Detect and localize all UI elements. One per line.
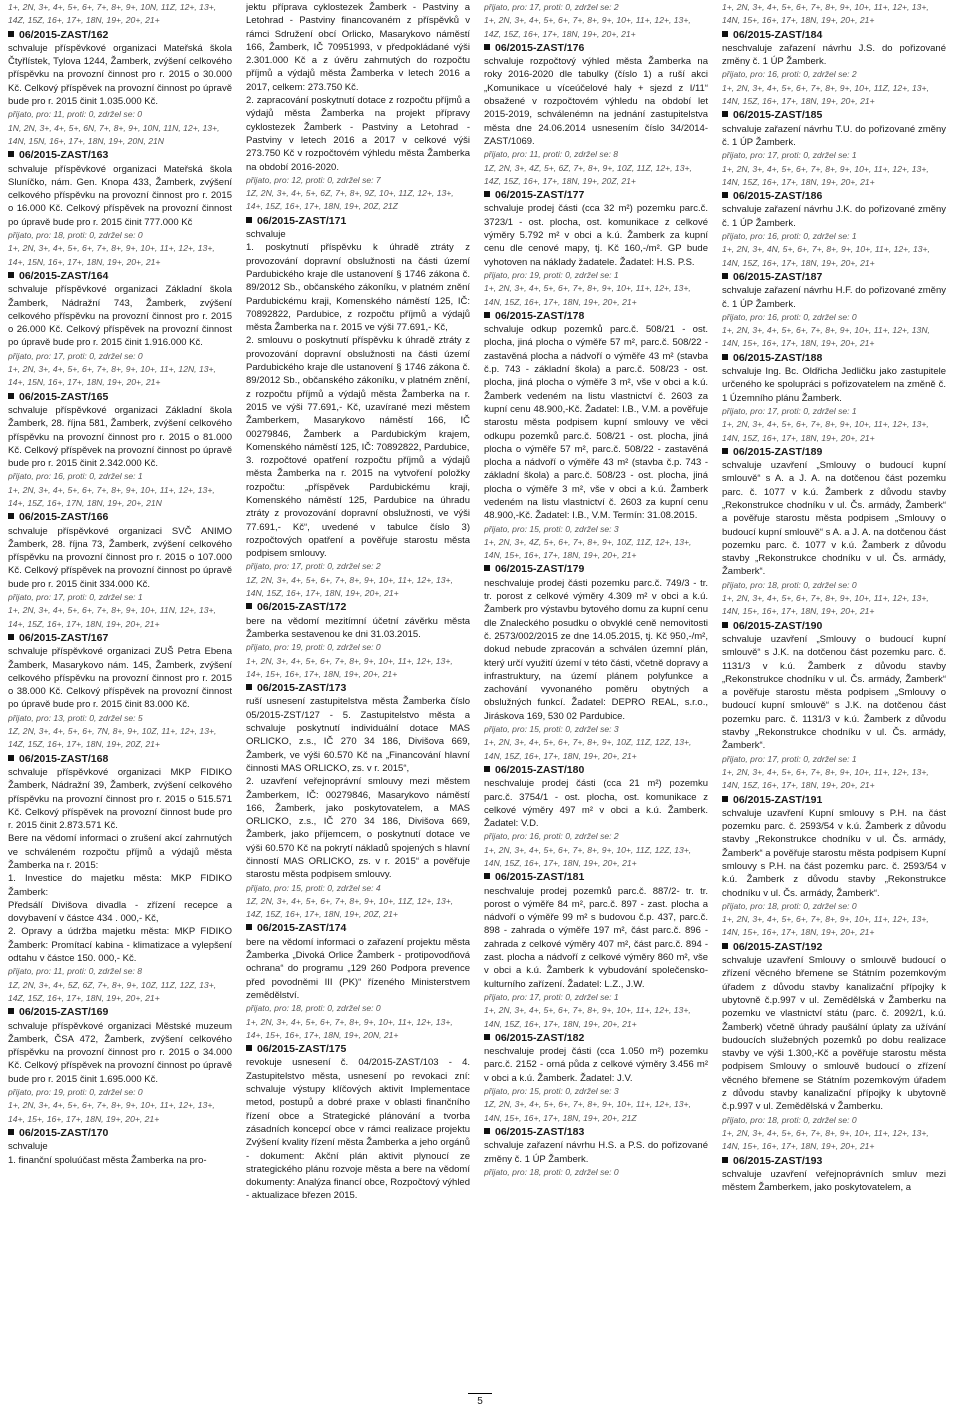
resolution-text: ruší usnesení zastupitelstva města Žamberka číslo 05/2015-ZST/127 - 5. Zastupitelstvo města a schvaluje poskytnutí individuální dotace MAS ORLICKO, z.s., IČ 270 34 186, Divišova 669, Žamberk, ve výši 60.570 Kč na „Financování hlavní činnosti MAS ORLICKO, zs. v r. 2015“, xyxy=(246,696,470,774)
vote-record: 1+, 2N, 3+, 4+, 5+, 6+, 7+, 8+, 9+, 10+, 11N, 12+, 13+, 14+, 15Z, 16+, 17+, 18N, 19+, 20+, 21+ xyxy=(8,605,216,629)
resolution-number: 06/2015-ZAST/178 xyxy=(484,310,708,323)
resolution-number: 06/2015-ZAST/169 xyxy=(8,1006,232,1019)
resolution-text: neschvaluje zařazení návrhu J.S. do pořizované změny č. 1 ÚP Žamberk. xyxy=(722,42,946,68)
vote-record: 1Z, 2N, 3+, 4+, 5+, 6+, 7+, 8+, 9+, 10+, 11+, 12+, 13+, 14N, 15Z, 16+, 17+, 18N, 19+, 20+, 21+ xyxy=(246,574,453,599)
vote-record: přijato, pro: 19, proti: 0, zdržel se: 0 xyxy=(246,642,381,653)
resolution-text: schvaluje uzavření „Smlouvy o budoucí kupní smlouvě“ s A. a J. A. na dotčenou část pozemku parc. č. 1077 v k.ú. Žamberk z důvodu stavby „Rekonstrukce chodníku v ul. Čs. armády, Žamberk“ a pověřuje starostu města podpisem „Smlouvy o budoucí kupní smlouvě“ s A. a J. A. na dotčenou část pozemku parc. č. 1077 v k.ú. Žamberk z důvodu stavby „Rekonstrukce chodníku v ul. Čs. armády, Žamberk“. xyxy=(722,460,946,578)
vote-record: 1+, 2N, 3+, 4+, 5+, 6+, 7+, 8+, 9+, 10+, 11+, 12+, 13+, 14N, 15Z, 16+, 17+, 18N, 19+, 20+, 21+ xyxy=(722,163,929,187)
vote-record: 1+, 2N, 3+, 4+, 5+, 6+, 7+, 8+, 9+, 10+, 11+, 12+, 13+, 14N, 15+, 16+, 17+, 18N, 19+, 20+, 21+ xyxy=(722,593,929,617)
vote-record: přijato, pro: 19, proti: 0, zdržel se: 0 xyxy=(8,1087,143,1098)
resolution-number: 06/2015-ZAST/164 xyxy=(8,270,232,283)
resolution-text: 1. poskytnutí příspěvku k úhradě ztráty z provozování dopravní obslužnosti na části území Pardubického kraje dle ustanovení § 1746 zákona č. 89/2012 Sb., občanského zákoníku, v platném znění Pardubickému kraji, Komenského náměstí 125, IČ: 70892822, Pardubice, z rozpočtu příjmů a výdajů města Žamberka na r. 2015 ve výši 77.691,- Kč, xyxy=(246,242,470,334)
vote-record: přijato, pro: 17, proti: 0, zdržel se: 2 xyxy=(246,561,381,572)
resolution-number: 06/2015-ZAST/174 xyxy=(246,922,470,935)
column-1 xyxy=(8,1,232,1386)
resolution-number: 06/2015-ZAST/177 xyxy=(484,189,708,202)
vote-record: přijato, pro: 17, proti: 0, zdržel se: 1 xyxy=(8,592,143,603)
page-number xyxy=(0,1393,960,1407)
resolution-text: schvaluje příspěvkové organizaci ZUŠ Petra Ebena Žamberk, Masarykovo nám. 145, Žamberk, zvýšení celkového příspěvku na provozní činnost pro r. 2015 o 38.000 Kč. Celkový příspěvek na provozní činnost po úpravě bude pro r. 2015 činit 83.000 Kč. xyxy=(8,646,232,711)
column-3 xyxy=(484,1,708,1386)
vote-record: 1+, 2N, 3+, 4+, 5+, 6+, 7+, 8+, 9+, 10+, 11+, 12+, 13N, 14N, 15+, 16+, 17+, 18N, 19+, 20+, 21+ xyxy=(722,325,930,349)
vote-record: 1+, 2N, 3+, 4+, 5+, 6+, 7+, 8+, 9+, 10+, 11+, 12+, 13+, 14+, 15+, 16+, 17+, 18N, 19+, 20+, 21+ xyxy=(246,655,453,679)
resolution-text: schvaluje příspěvkové organizaci SVČ ANIMO Žamberk, 28. října 73, Žamberk, zvýšení celkového příspěvku na provozní činnost pro r. 2015 o 107.000 Kč. Celkový příspěvek na provozní činnost po úpravě bude pro r. 2015 činit 334.000 Kč. xyxy=(8,525,232,590)
resolution-number: 06/2015-ZAST/181 xyxy=(484,871,708,884)
resolution-number: 06/2015-ZAST/175 xyxy=(246,1043,470,1056)
resolution-text: bere na vědomí informaci o zařazení projektu města Žamberka „Divoká Orlice Žamberk - protipovodňová ochrana“ do programu „129 260 Podpora prevence před povodněmi III (PK)“ řízeného Ministerstvem zemědělství. xyxy=(246,936,470,1001)
resolution-number: 06/2015-ZAST/190 xyxy=(722,620,946,633)
resolution-text: schvaluje xyxy=(246,229,286,241)
vote-record: 1+, 2N, 3+, 4Z, 5+, 6+, 7+, 8+, 9+, 10Z, 11Z, 12+, 13+, 14N, 15+, 16+, 17+, 18N, 19+, 20+, 21+ xyxy=(484,536,692,561)
resolution-text: 2. uzavření veřejnoprávní smlouvy mezi městem Žamberkem, IČ: 00279846, Masarykovo náměstí 166, Žamberk, jako poskytovatelem, a MAS ORLICKO, z.s., IČ 270 34 186, Divišova 669, Žamberk, jako příjemcem, o poskytnutí dotace ve výši 60.570 Kč na pokrytí nákladů spojených s hlavní činností MAS ORLICKO, zs. v r. 2015“ a pověřuje starostu města podpisem smlouvy. xyxy=(246,776,470,881)
resolution-number: 06/2015-ZAST/185 xyxy=(722,109,946,122)
resolution-number: 06/2015-ZAST/192 xyxy=(722,941,946,954)
resolution-text: schvaluje zařazení návrhu T.U. do pořizované změny č. 1 ÚP Žamberk. xyxy=(722,123,946,148)
vote-record: přijato, pro: 12, proti: 0, zdržel se: 7 xyxy=(246,174,381,185)
resolution-text: schvaluje příspěvkové organizaci Mateřská škola Čtyřlístek, Tylova 1244, Žamberk, zvýšení celkového příspěvku na provozní činnost pro r. 2015 o 30.000 Kč. Celkový příspěvek na provozní činnost po úpravě bude pro r. 2015 činit 1.035.000 Kč. xyxy=(8,42,232,108)
vote-record: 1Z, 2N, 3+, 4+, 5Z, 6Z, 7+, 8+, 9+, 10Z, 11Z, 12Z, 13+, 14Z, 15Z, 16+, 17+, 18N, 19+, 20+, 21+ xyxy=(8,979,217,1003)
resolution-text: schvaluje příspěvkové organizaci Základní škola Žamberk, Nádražní 743, Žamberk, zvýšení celkového příspěvku na provozní činnost pro r. 2015 o 26.000 Kč. Celkový příspěvek na provozní činnost po úpravě bude pro r. 2015 činit 1.916.000 Kč. xyxy=(8,284,232,349)
resolution-text: 2. smlouvu o poskytnutí příspěvku k úhradě ztráty z provozování dopravní obslužnosti na části území Pardubického kraje dle ustanovení § 1746 zákona č. 89/2012 Sb., občanského zákoníku, v platném znění, z rozpočtu příjmů a výdajů města Žamberka na r. 2015 ve výši 77.691,- Kč, uzavírané mezi městem Žamberkem, Masarykovo náměstí 166, IČ 00279846, Žamberk a Pardubickým krajem, Komenského náměstí 125, IČ: 70892822, Pardubice, xyxy=(246,335,470,453)
vote-record: přijato, pro: 18, proti: 0, zdržel se: 0 xyxy=(722,900,857,911)
vote-record: přijato, pro: 17, proti: 0, zdržel se: 1 xyxy=(722,405,857,416)
vote-record: 1+, 2N, 3+, 4+, 5+, 6+, 7+, 8+, 9+, 10+, 11+, 12+, 13+, 14+, 15Z, 16+, 17N, 18N, 19+, 20+, 21N xyxy=(8,484,215,508)
resolution-text: Bere na vědomí informaci o zrušení akcí zahrnutých ve schváleném rozpočtu příjmů a výdajů města Žamberka na r. 2015: xyxy=(8,833,232,871)
resolution-text: schvaluje zařazení návrhu H.F. do pořizované změny č. 1 ÚP Žamberk. xyxy=(722,285,946,310)
resolution-number: 06/2015-ZAST/163 xyxy=(8,149,232,162)
resolution-number: 06/2015-ZAST/172 xyxy=(246,601,470,614)
resolution-text: neschvaluje prodej pozemků parc.č. 887/2- tr. tr. porost o výměře 84 m², parc.č. 897 - zast. plocha a nádvoří o výměře 99 m² s budovou č.p. 437, parc.č. 898 - zahrada o výměře 197 m², část parc.č. 896 - zahrada z celkové výměry 407 m², část parc.č. 894 - zast. plocha a nádvoří z celkové výměry 860 m², vše v obci a k.ú. Žamberk k vybudování společensko-kulturního zařízení. Žadatel: L.Z., J.W. xyxy=(484,885,708,990)
resolution-text: schvaluje příspěvkové organizaci Městské muzeum Žamberk, ČSA 472, Žamberk, zvýšení celkového příspěvku na provozní činnost pro r. 2015 o 34.000 Kč. Celkový příspěvek na provozní činnost po úpravě bude pro r. 2015 činit 1.695.000 Kč. xyxy=(8,1020,232,1085)
vote-record: přijato, pro: 15, proti: 0, zdržel se: 3 xyxy=(484,523,619,534)
resolution-number: 06/2015-ZAST/193 xyxy=(722,1155,946,1168)
vote-record: přijato, pro: 17, proti: 0, zdržel se: 1 xyxy=(484,991,619,1002)
resolution-text: schvaluje zařazení návrhu J.K. do pořizované změny č. 1 ÚP Žamberk. xyxy=(722,204,946,229)
resolution-number: 06/2015-ZAST/189 xyxy=(722,446,946,459)
resolution-text: schvaluje příspěvkové organizaci Základní škola Žamberk, 28. října 581, Žamberk, zvýšení celkového příspěvku na provozní činnost pro r. 2015 o 81.000 Kč. Celkový příspěvek na provozní činnost po úpravě bude pro r. 2015 činit 2.342.000 Kč. xyxy=(8,404,232,470)
vote-record: 1+, 2N, 3+, 4+, 5+, 6+, 7+, 8+, 9+, 10+, 11+, 12+, 13+, 14+, 15N, 16+, 17+, 18N, 19+, 20+, 21+ xyxy=(8,243,215,267)
resolution-text: 1. finanční spoluúčast města Žamberka na pro- xyxy=(8,1154,207,1166)
vote-record: přijato, pro: 16, proti: 0, zdržel se: 1 xyxy=(722,231,857,242)
resolution-text: schvaluje uzavření veřejnoprávních smluv mezi městem Žamberkem, jako poskytovatelem, a xyxy=(722,1168,946,1194)
vote-record: přijato, pro: 16, proti: 0, zdržel se: 2 xyxy=(484,831,619,842)
vote-record: přijato, pro: 11, proti: 0, zdržel se: 8 xyxy=(8,966,143,977)
resolution-text: schvaluje příspěvkové organizaci Mateřská škola Sluníčko, nám. Gen. Knopa 433, Žamberk, zvýšení celkového příspěvku na provozní činnost pro r. 2015 o 16.000 Kč. Celkový příspěvek na provozní činnost po úpravě bude pro r. 2015 činit 777.000 Kč xyxy=(8,163,232,228)
vote-record: 1+, 2N, 3+, 4+, 5+, 6+, 7+, 8+, 9+, 10+, 11Z, 12+, 13+, 14N, 15Z, 16+, 17+, 18N, 19+, 20+, 21+ xyxy=(722,82,929,107)
vote-record: 1+, 2N, 3+, 4+, 5+, 6+, 7+, 8+, 9+, 10+, 11Z, 12Z, 13+, 14N, 15Z, 16+, 17+, 18N, 19+, 20+, 21+ xyxy=(484,844,692,868)
resolution-number: 06/2015-ZAST/166 xyxy=(8,511,232,524)
vote-record: 1+, 2N, 3+, 4+, 5+, 6+, 7+, 8+, 9+, 10+, 11+, 12+, 13+, 14N, 15Z, 16+, 17+, 18N, 19+, 20+, 21+ xyxy=(484,283,691,307)
resolution-text: jektu příprava cyklostezek Žamberk - Pastviny a Letohrad - Pastviny financovaném z příspěvků v rámci Sdružení obcí Orlicko, Masarykovo náměstí 166, Žamberk, IČ 70951993, v předpokládané výši 2.301.000 Kč a z úvěru zahrnutých do rozpočtu příjmů a výdajů města Žamberka v letech 2016 a 2017, celkem: 273.750 Kč. xyxy=(246,2,470,93)
vote-record: přijato, pro: 18, proti: 0, zdržel se: 0 xyxy=(484,1166,619,1177)
resolution-text: revokuje usnesení č. 04/2015-ZAST/103 - 4. Zastupitelstvo města, usnesení po revokaci zní: schvaluje výstupy klíčových aktivit Implementace metod, postupů a dobré praxe v oblasti finančního řízení obce a Strategické plánování a tvorba zásadních koncepcí obce v rámci realizace projektu Zvýšení kvality řízení města Žamberka a jeho orgánů - dokument: Akční plán aktivit plynoucí ze strategického plánu rozvoje města a bere na vědomí dokumenty: Analýza financí obce, Rozpočtový výhled - aktualizace březen 2015. xyxy=(246,1057,470,1202)
vote-record: přijato, pro: 15, proti: 0, zdržel se: 3 xyxy=(484,724,619,735)
resolution-number: 06/2015-ZAST/170 xyxy=(8,1127,232,1140)
resolution-number: 06/2015-ZAST/188 xyxy=(722,352,946,365)
column-2 xyxy=(246,1,470,1386)
vote-record: 1+, 2N, 3+, 4+, 5+, 6+, 7+, 8+, 9+, 10+, 11+, 12+, 13+, 14+, 15+, 16+, 17+, 18N, 19+, 20+, 21+ xyxy=(8,1100,215,1124)
vote-record: 1Z, 2N, 3+, 4+, 5+, 6Z, 7+, 8+, 9Z, 10+, 11Z, 12+, 13+, 14+, 15Z, 16+, 17+, 18N, 19+, 20Z, 21Z xyxy=(246,188,454,212)
vote-record: přijato, pro: 16, proti: 0, zdržel se: 1 xyxy=(8,471,143,482)
vote-record: přijato, pro: 18, proti: 0, zdržel se: 0 xyxy=(246,1003,381,1014)
vote-record: 1+, 2N, 3+, 4+, 5+, 6+, 7+, 8+, 9+, 10+, 11+, 12+, 13+, 14Z, 15Z, 16+, 17+, 18N, 19+, 20+, 21+ xyxy=(484,15,691,39)
vote-record: 1+, 2N, 3+, 4N, 5+, 6+, 7+, 8+, 9+, 10+, 11+, 12+, 13+, 14N, 15Z, 16+, 17+, 18N, 19+, 20+, 21+ xyxy=(722,244,930,268)
resolution-text: neschvaluje prodej části pozemku parc.č. 749/3 - tr. tr. porost z celkové výměry 4.309 m² v obci a k.ú. Žamberk pro výstavbu bytového domu za kupní cenu dle Znaleckého posudku o obvyklé ceně nemovitosti č. 2573/002/2015 ze dne 14.05.2015, tj. Kč 950,-/m², dokud nebude zpracován a schválen územní plán, který určí využití území v této části, včetně dopravy a infrastruktury, na území plánem polyfunkce a zachování vyvonaného poměru obytných a obslužných funkcí. Žadatel: DEPRO REAL, s.r.o., Jiráskova 169, 530 02 Pardubice. xyxy=(484,577,708,722)
page-number-text: 5 xyxy=(477,1396,483,1407)
vote-record: 1Z, 2N, 3+, 4Z, 5+, 6Z, 7+, 8+, 9+, 10Z, 11Z, 12+, 13+, 14Z, 15Z, 16+, 17+, 18N, 19+, 20Z, 21+ xyxy=(484,162,692,186)
vote-record: 1+, 2N, 3+, 4+, 5+, 6+, 7+, 8+, 9+, 10N, 11Z, 12+, 13+, 14Z, 15Z, 16+, 17+, 18N, 19+, 20+, 21+ xyxy=(8,2,217,26)
resolution-text: schvaluje uzavření „Smlouvy o budoucí kupní smlouvě“ s J.K. na dotčenou část pozemku parc. č. 1131/3 v k.ú. Žamberk z důvodu stavby „Rekonstrukce chodníku v ul. Čs. armády, Žamberk“ a pověřuje starostu města podpisem „Smlouvy o budoucí kupní smlouvě“ s J.K. na dotčenou část pozemku parc. č. 1131/3 v k.ú. Žamberk z důvodu stavby „Rekonstrukce chodníku v ul. Čs. armády, Žamberk“. xyxy=(722,633,946,752)
resolution-number: 06/2015-ZAST/165 xyxy=(8,391,232,404)
vote-record: 1Z, 2N, 3+, 4+, 5+, 6+, 7+, 8+, 9+, 10+, 11Z, 12+, 13+, 14Z, 15Z, 16+, 17+, 18N, 19+, 20Z, 21+ xyxy=(246,895,454,920)
resolution-number: 06/2015-ZAST/186 xyxy=(722,190,946,203)
vote-record: přijato, pro: 17, proti: 0, zdržel se: 2 xyxy=(484,2,619,12)
vote-record: přijato, pro: 11, proti: 0, zdržel se: 8 xyxy=(484,149,619,160)
resolution-text: schvaluje xyxy=(8,1141,48,1153)
resolution-text: schvaluje odkup pozemků parc.č. 508/21 - ost. plocha, jiná plocha o výměře 57 m², parc.č. 508/22 - zastavěná plocha a nádvoří o výměře 43 m² (stavba č.p. 743 - základní škola) a parc.č. 508/23 - ost. plocha, jiná plocha o výměře 3 m², vše v obci a k.ú. Žamberk vedeném na listu vlastnictví č. 2603 za kupní cenu 48.900,-Kč. Žadatel: I.B., V.M. a pověřuje starostu města podpisem kupní smlouvy ve věci odkupu pozemků parc.č. 508/21 - ost. plocha, jiná plocha o výměře 57 m², parc.č. 508/22 - zastavěná plocha a nádvoří o výměře 43 m² (stavba č.p. 743 - základní škola) a parc.č. 508/23 - ost. plocha, jiná plocha o výměře 3 m², vše v obci a k.ú. Žamberk vedeném na listu vlastnictví č. 2603 za kupní cenu 48.900,-Kč. Žadatel: I.B., V.M. Termín: 31.08.2015. xyxy=(484,324,708,522)
vote-record: 1N, 2N, 3+, 4+, 5+, 6N, 7+, 8+, 9+, 10N, 11N, 12+, 13+, 14N, 15N, 16+, 17+, 18N, 19+, 20N, 21N xyxy=(8,122,220,146)
vote-record: 1+, 2N, 3+, 4+, 5+, 6+, 7+, 8+, 9+, 10+, 11+, 12N, 13+, 14+, 15N, 16+, 17+, 18N, 19+, 20+, 21+ xyxy=(8,364,216,388)
vote-record: přijato, pro: 19, proti: 0, zdržel se: 1 xyxy=(484,269,619,280)
vote-record: 1+, 2N, 3+, 4+, 5+, 6+, 7+, 8+, 9+, 10+, 11+, 12+, 13+, 14N, 15+, 16+, 17+, 18N, 19+, 20+, 21+ xyxy=(722,914,929,938)
resolution-text: schvaluje Ing. Bc. Oldřicha Jedličku jako zastupitele určeného ke spolupráci s pořizovatelem na změně č. 1 Územního plánu Žamberk. xyxy=(722,366,946,404)
vote-record: přijato, pro: 15, proti: 0, zdržel se: 3 xyxy=(484,1086,619,1097)
resolution-number: 06/2015-ZAST/171 xyxy=(246,215,470,228)
vote-record: přijato, pro: 15, proti: 0, zdržel se: 4 xyxy=(246,882,381,893)
vote-record: přijato, pro: 18, proti: 0, zdržel se: 0 xyxy=(8,230,143,241)
vote-record: 1+, 2N, 3+, 4+, 5+, 6+, 7+, 8+, 9+, 10+, 11+, 12+, 13+, 14N, 15Z, 16+, 17+, 18N, 19+, 20+, 21+ xyxy=(484,1005,691,1029)
vote-record: 1+, 2N, 3+, 4+, 5+, 6+, 7+, 8+, 9+, 10+, 11+, 12+, 13+, 14N, 15Z, 16+, 17+, 18N, 19+, 20+, 21+ xyxy=(722,766,929,791)
vote-record: 1+, 2N, 3+, 4+, 5+, 6+, 7+, 8+, 9+, 10+, 11+, 12+, 13+, 14N, 15+, 16+, 17+, 18N, 19+, 20+, 21+ xyxy=(722,2,929,26)
resolution-text: schvaluje zařazení návrhu H.S. a P.S. do pořizované změny č. 1 ÚP Žamberk. xyxy=(484,1140,708,1165)
vote-record: přijato, pro: 17, proti: 0, zdržel se: 1 xyxy=(722,753,857,764)
vote-record: 1+, 2N, 3+, 4+, 5+, 6+, 7+, 8+, 9+, 10+, 11+, 12+, 13+, 14+, 15+, 16+, 17+, 18N, 19+, 20N, 21+ xyxy=(246,1016,453,1040)
vote-record: přijato, pro: 17, proti: 0, zdržel se: 1 xyxy=(722,150,857,161)
vote-record: přijato, pro: 16, proti: 0, zdržel se: 0 xyxy=(722,311,857,322)
resolution-number: 06/2015-ZAST/183 xyxy=(484,1126,708,1139)
resolution-text: 1. Investice do majetku města: MKP FIDIKO Žamberk: xyxy=(8,873,232,898)
resolution-text: 3. rozpočtové opatření rozpočtu příjmů a výdajů města Žamberka na r. 2015 na vytvoření položky rozpočtu: „příspěvek Pardubickému kraji, Komenského náměstí 125, Pardubice na úhradu ztráty z provozování dopravní obslužnosti, ve výši 77.691,- Kč“, uvedené v tabulce číslo 3) rozpočtových opatření a pověřuje starostu města podpisem smlouvy. xyxy=(246,455,470,560)
vote-record: přijato, pro: 13, proti: 0, zdržel se: 5 xyxy=(8,712,143,723)
resolution-text: 2. Opravy a údržba majetku města: MKP FIDIKO Žamberk: Promítací kabina - klimatizace a vylepšení odtahu v částce 150. 000,- Kč. xyxy=(8,926,232,965)
vote-record: přijato, pro: 18, proti: 0, zdržel se: 0 xyxy=(722,579,857,590)
resolution-number: 06/2015-ZAST/168 xyxy=(8,753,232,766)
vote-record: 1Z, 2N, 3+, 4+, 5+, 6+, 7N, 8+, 9+, 10Z, 11+, 12+, 13+, 14Z, 15Z, 16+, 17+, 18N, 19+, 20Z, 21+ xyxy=(8,726,217,750)
resolution-number: 06/2015-ZAST/191 xyxy=(722,794,946,807)
resolution-text: schvaluje rozpočtový výhled města Žamberka na roky 2016-2020 dle tabulky (číslo 1) a ruší akci „Komunikace u víceúčelové haly + sjezd z I/11“ obsažené v rozpočtovém výhledu na období let 2015-2019, schválenémn na jednání zastupitelstva města dne 24.06.2014 usnesením číslo 34/2014-ZAST/1069. xyxy=(484,56,708,147)
resolution-number: 06/2015-ZAST/187 xyxy=(722,271,946,284)
resolution-text: schvaluje prodej části (cca 32 m²) pozemku parc.č. 3723/1 - ost. plocha, ost. komunikace z celkové výměry 5.792 m² v obci a k.ú. Žamberk za kupní cenu dle cenové mapy, tj. Kč 160,-/m². GP bude vyhotoven na náklady žadatele. Žadatel: H.S. P.S. xyxy=(484,203,708,268)
resolution-number: 06/2015-ZAST/167 xyxy=(8,632,232,645)
vote-record: přijato, pro: 18, proti: 0, zdržel se: 0 xyxy=(722,1114,857,1125)
resolution-number: 06/2015-ZAST/182 xyxy=(484,1032,708,1045)
vote-record: 1+, 2N, 3+, 4+, 5+, 6+, 7+, 8+, 9+, 10+, 11+, 12+, 13+, 14N, 15+, 16+, 17+, 18N, 19+, 20+, 21+ xyxy=(722,1127,929,1152)
resolution-text: schvaluje uzavření Kupní smlouvy s P.H. na část pozemku parc. č. 2593/54 v k.ú. Žamberk z důvodu stavby „Rekonstrukce chodníku v ul. Čs. armády, Žamberk“ a pověřuje starostu města podpisem Kupní smlouvy s P.H. na část pozemku parc. č. 2593/54 v k.ú. Žamberk z důvodu stavby „Rekonstrukce chodníku v ul. Čs. armády, Žamberk“. xyxy=(722,807,946,899)
page-number-rule xyxy=(468,1393,492,1394)
vote-record: 1+, 2N, 3+, 4+, 5+, 6+, 7+, 8+, 9+, 10Z, 11Z, 12Z, 13+, 14N, 15Z, 16+, 17+, 18N, 19+, 20+, 21+ xyxy=(484,737,692,761)
resolution-number: 06/2015-ZAST/176 xyxy=(484,42,708,55)
resolution-text: schvaluje uzavření Smlouvy o smlouvě budoucí o zřízení věcného břemene se Státním pozemkovým úřadem z důvodu stavby kanalizační přípojky k ubytovně č.p.997 v ul. Zemědělská v Žamberku na pozemku ve vlastnictví státu (parc. č. 2092/1, k.ú. Žamberk) včetně úhrady paušální úplaty za užívání budoucích služebných pozemků po dobu realizace stavby ve výši 1.300,-Kč a pověřuje starostu města podpisem Smlouvy o smlouvě budoucí o zřízení věcného břemene se Státním pozemkovým úřadem z důvodu stavby kanalizační přípojky k ubytovně č.p.997 v ul. Zemědělská v Žamberku. xyxy=(722,955,946,1113)
resolution-text: bere na vědomí mezitímní účetní závěrku města Žamberka sestavenou ke dni 31.03.2015. xyxy=(246,615,470,640)
resolution-number: 06/2015-ZAST/173 xyxy=(246,682,470,695)
column-4 xyxy=(722,1,946,1386)
resolution-text: schvaluje příspěvkové organizaci MKP FIDIKO Žamberk, Nádražní 39, Žamberk, zvýšení celkového příspěvku na provozní činnost pro r. 2015 o 515.571 Kč. Celkový příspěvek na provozní činnost bude pro r. 2015 činit 2.873.571 Kč. xyxy=(8,766,232,832)
vote-record: 1Z, 2N, 3+, 4+, 5+, 6+, 7+, 8+, 9+, 10+, 11+, 12+, 13+, 14N, 15+, 16+, 17+, 18N, 19+, 20+, 21Z xyxy=(484,1099,691,1123)
resolution-text: neschvaluje prodej části (cca 1.050 m²) pozemku parc.č. 2152 - orná půda z celkové výměry 3.456 m² v obci a k.ú. Žamberk. Žadatel: J.V. xyxy=(484,1046,708,1084)
resolution-number: 06/2015-ZAST/162 xyxy=(8,29,232,42)
resolution-number: 06/2015-ZAST/179 xyxy=(484,563,708,576)
vote-record: přijato, pro: 17, proti: 0, zdržel se: 0 xyxy=(8,350,143,361)
resolution-text: 2. zapracování poskytnutí dotace z rozpočtu příjmů a výdajů města Žamberka na projekt přípravy cyklostezek Žamberk - Pastviny a Letohrad - Pastviny v letech 2016 a 2017 v celkové výši 273.750 Kč v rozpočtovém výhledu města Žamberka na období 2016-2020. xyxy=(246,95,470,173)
resolution-number: 06/2015-ZAST/184 xyxy=(722,29,946,42)
vote-record: přijato, pro: 16, proti: 0, zdržel se: 2 xyxy=(722,69,857,80)
resolution-text: neschvaluje prodej části (cca 21 m²) pozemku parc.č. 3754/1 - ost. plocha, ost. komunikace z celkové výměry 497 m² v obci a k.ú. Žamberk. Žadatel: V.D. xyxy=(484,778,708,830)
vote-record: přijato, pro: 11, proti: 0, zdržel se: 0 xyxy=(8,109,143,120)
vote-record: 1+, 2N, 3+, 4+, 5+, 6+, 7+, 8+, 9+, 10+, 11+, 12+, 13+, 14N, 15Z, 16+, 17+, 18N, 19+, 20+, 21+ xyxy=(722,419,929,443)
resolution-number: 06/2015-ZAST/180 xyxy=(484,764,708,777)
resolution-text: Předsálí Divišova divadla - zřízení recepce a dovybavení v částce 434 . 000,- Kč, xyxy=(8,899,232,925)
